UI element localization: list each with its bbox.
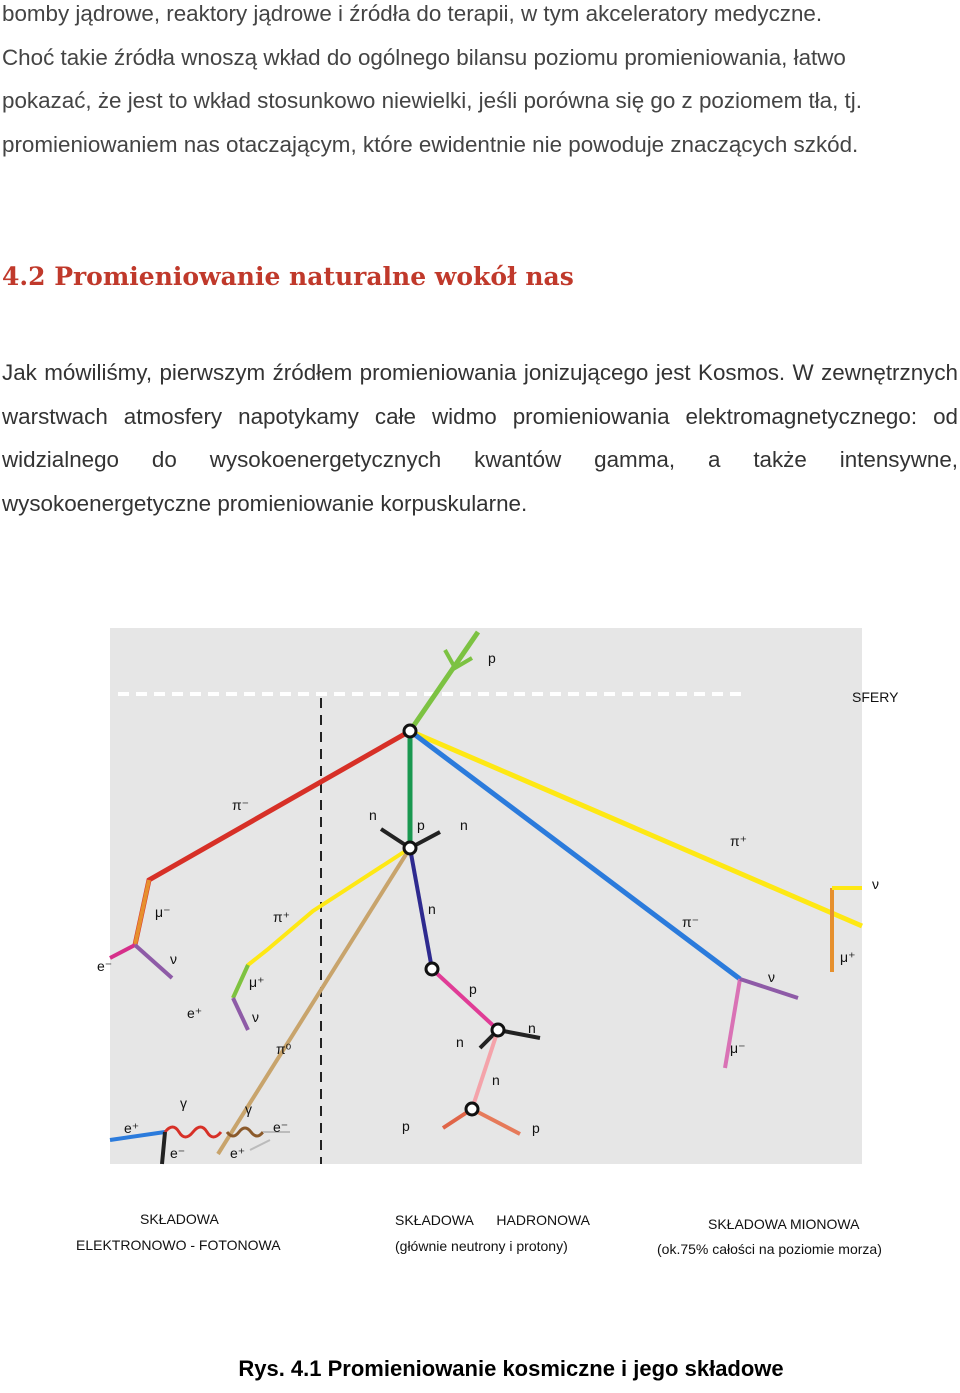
interaction-vertex [492, 1024, 504, 1036]
label-p-lower: p [469, 981, 477, 997]
interaction-vertex [466, 1103, 478, 1115]
label-n-lower-right: n [528, 1020, 536, 1036]
label-p-primary: p [488, 650, 496, 666]
component-electron-sub: ELEKTRONOWO - FOTONOWA [76, 1237, 281, 1253]
component-hadron-title: SKŁADOWA HADRONOWA [395, 1212, 590, 1228]
label-e-plus-bottom: e⁺ [124, 1120, 140, 1136]
intro-paragraph [2, 0, 958, 166]
section-heading: 4.2 Promieniowanie naturalne wokół nas [2, 262, 574, 291]
interaction-vertex [426, 963, 438, 975]
label-n-bottom: n [492, 1072, 500, 1088]
shower-diagram-svg [0, 620, 960, 1180]
intro-line: promieniowaniem nas otaczającym, które ewidentnie nie powoduje znaczących szkód. [2, 131, 859, 157]
component-electron-title: SKŁADOWA [140, 1211, 219, 1227]
label-nu-left: ν [170, 951, 177, 967]
label-gamma2: γ [245, 1101, 252, 1117]
label-n1: n [369, 807, 377, 823]
label-gamma1: γ [180, 1095, 187, 1111]
label-nu-far: ν [872, 876, 879, 892]
label-p-bottom-left: p [402, 1118, 410, 1134]
label-pi-minus: π⁻ [232, 797, 250, 813]
component-hadron-sub: (głównie neutrony i protony) [395, 1238, 568, 1254]
label-mu-plus-mid: μ⁺ [249, 974, 265, 990]
label-e-minus-bottom1: e⁻ [170, 1145, 186, 1161]
figure-caption: Rys. 4.1 Promieniowanie kosmiczne i jego składowe [238, 1356, 784, 1381]
label-p1: p [417, 817, 425, 833]
component-muon-sub: (ok.75% całości na poziomie morza) [657, 1241, 882, 1257]
label-n-lower-left: n [456, 1034, 464, 1050]
cosmic-ray-diagram [0, 620, 960, 1180]
body-paragraph: Jak mówiliśmy, pierwszym źródłem promieniowania jonizującego jest Kosmos. W zewnętrznych warstwach atmosfery napotykamy całe widmo promieniowania elektromagnetycznego: od widzialnego do wysokoenergetycznych kwantów gamma, a także intensywne, wysokoenergetyczne promieniowanie korpuskularne. [2, 360, 958, 516]
label-atmosphere: SFERY [852, 689, 899, 705]
label-p-bottom-right: p [532, 1120, 540, 1136]
label-pi-plus-mid: π⁺ [273, 909, 291, 925]
label-mu-minus: μ⁻ [155, 904, 171, 920]
label-pi-minus-right: π⁻ [682, 914, 700, 930]
label-nu-right: ν [768, 969, 775, 985]
component-muon-title: SKŁADOWA MIONOWA [708, 1216, 860, 1232]
label-n-mid: n [428, 901, 436, 917]
label-e-minus: e⁻ [97, 958, 113, 974]
label-e-minus-bottom2: e⁻ [273, 1119, 289, 1135]
intro-line: Choć takie źródła wnoszą wkład do ogólnego bilansu poziomu promieniowania, łatwo [2, 44, 846, 70]
label-mu-plus-right: μ⁺ [840, 949, 856, 965]
label-pi-zero: π⁰ [276, 1041, 292, 1057]
label-mu-minus-right: μ⁻ [730, 1040, 746, 1056]
label-pi-plus-right: π⁺ [730, 833, 748, 849]
label-n2: n [460, 817, 468, 833]
intro-line: pokazać, że jest to wkład stosunkowo niewielki, jeśli porówna się go z poziomem tła, tj. [2, 88, 862, 113]
label-nu-mid: ν [252, 1009, 259, 1025]
diagram-panel [110, 628, 862, 1164]
label-e-plus-bottom2: e⁺ [230, 1145, 246, 1161]
interaction-vertex [404, 725, 416, 737]
interaction-vertex [404, 842, 416, 854]
intro-line: bomby jądrowe, reaktory jądrowe i źródła do terapii, w tym akceleratory medyczne. [2, 1, 823, 26]
label-e-plus-mid: e⁺ [187, 1005, 203, 1021]
